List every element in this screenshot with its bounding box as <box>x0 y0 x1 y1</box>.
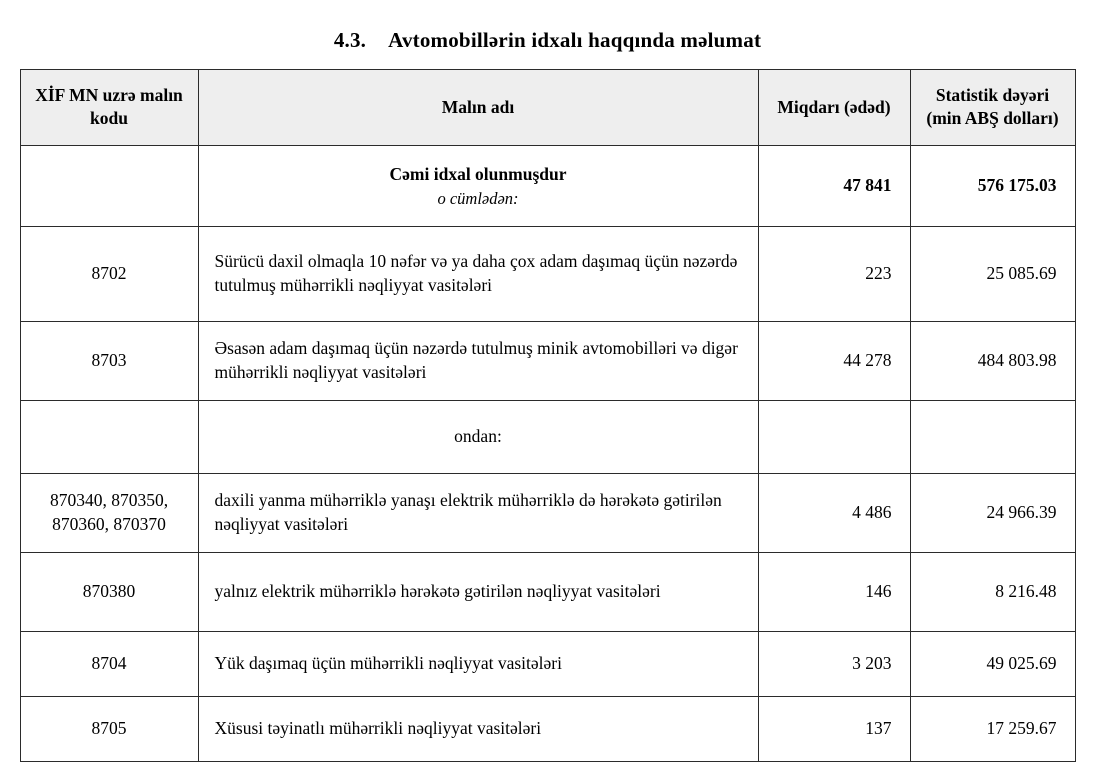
column-header-value: Statistik dəyəri (min ABŞ dolları) <box>910 70 1075 146</box>
cell-quantity: 44 278 <box>758 321 910 400</box>
page-title <box>0 0 1095 69</box>
cell-code: 870340, 870350, 870360, 870370 <box>20 473 198 552</box>
cell-value: 17 259.67 <box>910 696 1075 761</box>
table-row <box>20 552 1075 631</box>
cell-name-main: Cəmi idxal olunmuşdur <box>389 163 567 184</box>
cell-quantity <box>758 400 910 473</box>
table-row <box>20 226 1075 321</box>
column-header-name: Malın adı <box>198 70 758 146</box>
cell-name: Xüsusi təyinatlı mühərrikli nəqliyyat vasitələri <box>198 696 758 761</box>
cell-name: Yük daşımaq üçün mühərrikli nəqliyyat vasitələri <box>198 631 758 696</box>
cell-value: 49 025.69 <box>910 631 1075 696</box>
section-title: Avtomobillərin idxalı haqqında məlumat <box>388 28 762 52</box>
table-header <box>20 70 1075 146</box>
cell-quantity: 47 841 <box>758 145 910 226</box>
table-row <box>20 321 1075 400</box>
cell-name: ondan: <box>198 400 758 473</box>
cell-code: 8704 <box>20 631 198 696</box>
table-row <box>20 696 1075 761</box>
cell-name: Əsasən adam daşımaq üçün nəzərdə tutulmuş minik avtomobilləri və digər mühərrikli nəqliyyat vasitələri <box>198 321 758 400</box>
import-statistics-table <box>20 69 1076 762</box>
table-body <box>20 145 1075 761</box>
cell-name: yalnız elektrik mühərriklə hərəkətə gətirilən nəqliyyat vasitələri <box>198 552 758 631</box>
cell-name-subnote: o cümlədən: <box>437 189 519 209</box>
cell-value: 24 966.39 <box>910 473 1075 552</box>
cell-value: 25 085.69 <box>910 226 1075 321</box>
section-number: 4.3. <box>333 28 367 52</box>
cell-quantity: 223 <box>758 226 910 321</box>
table-row <box>20 631 1075 696</box>
cell-name: daxili yanma mühərriklə yanaşı elektrik mühərriklə də hərəkətə gətirilən nəqliyyat vasitələri <box>198 473 758 552</box>
table-row <box>20 400 1075 473</box>
cell-quantity: 137 <box>758 696 910 761</box>
cell-quantity: 4 486 <box>758 473 910 552</box>
column-header-quantity: Miqdarı (ədəd) <box>758 70 910 146</box>
cell-value: 8 216.48 <box>910 552 1075 631</box>
column-header-code: XİF MN uzrə malın kodu <box>20 70 198 146</box>
cell-code: 8702 <box>20 226 198 321</box>
table-row <box>20 473 1075 552</box>
header-row <box>20 70 1075 146</box>
cell-quantity: 146 <box>758 552 910 631</box>
table-row <box>20 145 1075 226</box>
cell-quantity: 3 203 <box>758 631 910 696</box>
cell-code <box>20 145 198 226</box>
cell-code: 8705 <box>20 696 198 761</box>
cell-name <box>198 145 758 226</box>
cell-value: 576 175.03 <box>910 145 1075 226</box>
cell-value <box>910 400 1075 473</box>
cell-code <box>20 400 198 473</box>
cell-value: 484 803.98 <box>910 321 1075 400</box>
cell-code: 8703 <box>20 321 198 400</box>
cell-code: 870380 <box>20 552 198 631</box>
cell-name: Sürücü daxil olmaqla 10 nəfər və ya daha çox adam daşımaq üçün nəzərdə tutulmuş mühərrikli nəqliyyat vasitələri <box>198 226 758 321</box>
